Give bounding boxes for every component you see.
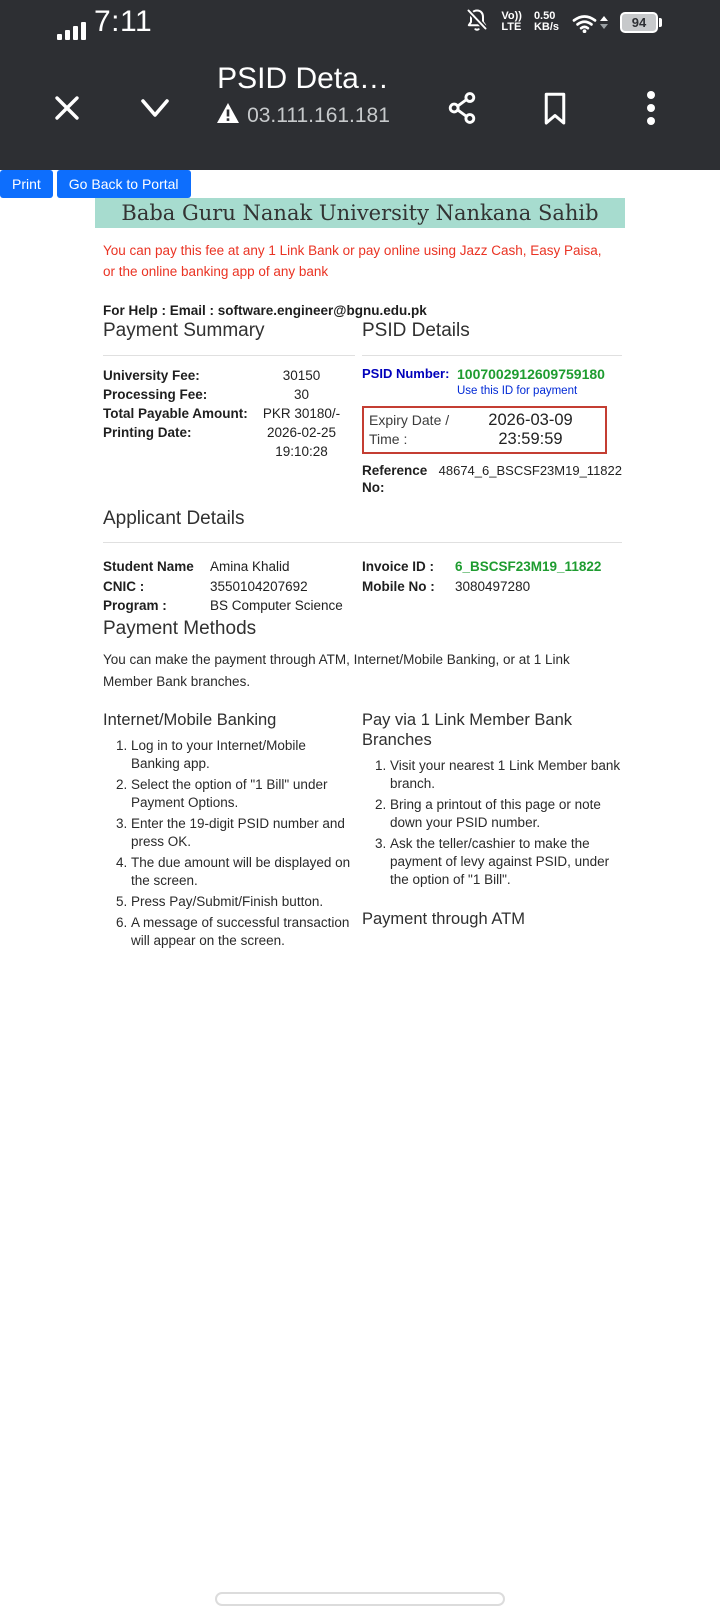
payment-methods-title: Payment Methods (103, 617, 257, 639)
invoice-id-value: 6_BSCSF23M19_11822 (455, 559, 602, 574)
table-row (103, 385, 355, 404)
volte-icon: Vo)) LTE (501, 10, 522, 33)
table-row (103, 557, 355, 577)
table-row (103, 404, 355, 423)
table-row (103, 577, 355, 597)
table-row (362, 577, 622, 597)
top-dark-header (0, 0, 720, 170)
row-value: PKR 30180/- (262, 406, 341, 421)
close-icon (49, 90, 85, 131)
row-label: Processing Fee: (103, 387, 208, 402)
list-item: 5. Press Pay/Submit/Finish button. (131, 893, 355, 911)
row-label: Student Name (103, 559, 194, 574)
branch-payment-title: Pay via 1 Link Member Bank Branches (362, 710, 573, 749)
applicant-details-table (103, 557, 622, 616)
row-value: 3080497280 (455, 578, 531, 594)
bookmark-icon (540, 90, 570, 131)
row-label: Printing Date: (103, 425, 192, 440)
branch-payment-section (362, 710, 622, 953)
list-item: 3. Ask the teller/cashier to make the payment of levy against PSID, under the option of "1 Bill". (390, 835, 622, 889)
share-icon (446, 91, 478, 130)
overflow-menu-button[interactable] (629, 88, 673, 132)
document-body (0, 198, 720, 953)
branch-payment-steps (362, 757, 622, 889)
bookmark-button[interactable] (533, 88, 577, 132)
row-value: 30150 (282, 368, 321, 383)
list-item: 1. Visit your nearest 1 Link Member bank branch. (390, 757, 622, 793)
expiry-value: 2026-03-09 23:59:59 (488, 411, 573, 448)
table-row (103, 596, 355, 616)
help-email-line: For Help : Email : software.engineer@bgnu.edu.pk (103, 303, 427, 318)
expiry-label: Expiry Date / Time : (369, 412, 450, 447)
row-label: Program : (103, 598, 167, 613)
share-button[interactable] (440, 88, 484, 132)
row-label: Invoice ID : (362, 559, 435, 574)
list-item: 6. A message of successful transaction will appear on the screen. (131, 914, 355, 950)
list-item: 3. Enter the 19-digit PSID number and press OK. (131, 815, 355, 851)
close-button[interactable] (45, 88, 89, 132)
row-value: 2026-02-25 19:10:28 (266, 425, 337, 459)
action-button-row (0, 170, 191, 198)
list-item: 4. The due amount will be displayed on the screen. (131, 854, 355, 890)
list-item: 2. Select the option of "1 Bill" under Payment Options. (131, 776, 355, 812)
internet-banking-title: Internet/Mobile Banking (103, 710, 277, 729)
row-value: Amina Khalid (210, 559, 290, 574)
page-url: 03.111.161.181 (247, 103, 390, 127)
applicant-details-title: Applicant Details (103, 508, 245, 529)
go-back-to-portal-button[interactable]: Go Back to Portal (57, 170, 191, 198)
expiry-box (362, 406, 607, 454)
app-bar (0, 44, 720, 170)
divider (103, 355, 355, 356)
psid-number-label: PSID Number: (362, 366, 450, 381)
payment-summary-title: Payment Summary (103, 320, 265, 341)
network-speed: 0.50 KB/s (533, 10, 559, 33)
row-value: 3550104207692 (210, 578, 308, 594)
reference-value: 48674_6_BSCSF23M19_11822 (438, 463, 622, 478)
internet-banking-steps (103, 737, 355, 950)
upload-arrow-icon (600, 16, 608, 21)
psid-details-panel (362, 356, 622, 496)
psid-hint: Use this ID for payment (457, 385, 578, 397)
more-vertical-icon (646, 89, 656, 132)
download-arrow-icon (600, 24, 608, 29)
row-label: Total Payable Amount: (103, 406, 248, 421)
horizontal-scrollbar[interactable] (215, 1592, 505, 1606)
url-row[interactable] (216, 102, 390, 129)
row-value: 30 (293, 387, 310, 402)
list-item: 1. Log in to your Internet/Mobile Banking app. (131, 737, 355, 773)
status-bar (0, 0, 720, 44)
cellular-signal-icon (57, 24, 86, 44)
psid-details-title: PSID Details (362, 320, 470, 341)
payment-methods-intro: You can make the payment through ATM, Internet/Mobile Banking, or at 1 Link Member Bank branches. (103, 651, 570, 689)
row-value: BS Computer Science (210, 598, 343, 613)
table-row (103, 423, 355, 461)
status-time: 7:11 (94, 5, 153, 38)
payment-summary-table (103, 366, 355, 496)
reference-label: Reference No: (362, 463, 428, 495)
row-label: Mobile No : (362, 578, 435, 594)
page-title: PSID Deta… (217, 62, 389, 95)
print-button[interactable]: Print (0, 170, 53, 198)
wifi-icon (571, 12, 608, 33)
warning-icon (216, 102, 240, 129)
table-row (103, 366, 355, 385)
payment-notice: You can pay this fee at any 1 Link Bank or pay online using Jazz Cash, Easy Paisa, or the online banking app of any bank (103, 243, 602, 279)
row-label: University Fee: (103, 368, 200, 383)
battery-icon (620, 12, 662, 33)
psid-number-value: 1007002912609759180 (457, 366, 605, 382)
battery-percent: 94 (631, 14, 647, 30)
title-block (143, 62, 463, 129)
reference-row (362, 462, 622, 496)
divider (103, 542, 622, 543)
row-label: CNIC : (103, 578, 145, 594)
university-banner: Baba Guru Nanak University Nankana Sahib (95, 198, 625, 228)
internet-banking-section (103, 710, 355, 953)
atm-payment-title: Payment through ATM (362, 909, 525, 928)
table-row (362, 557, 622, 577)
notifications-off-icon (465, 7, 489, 38)
list-item: 2. Bring a printout of this page or note down your PSID number. (390, 796, 622, 832)
